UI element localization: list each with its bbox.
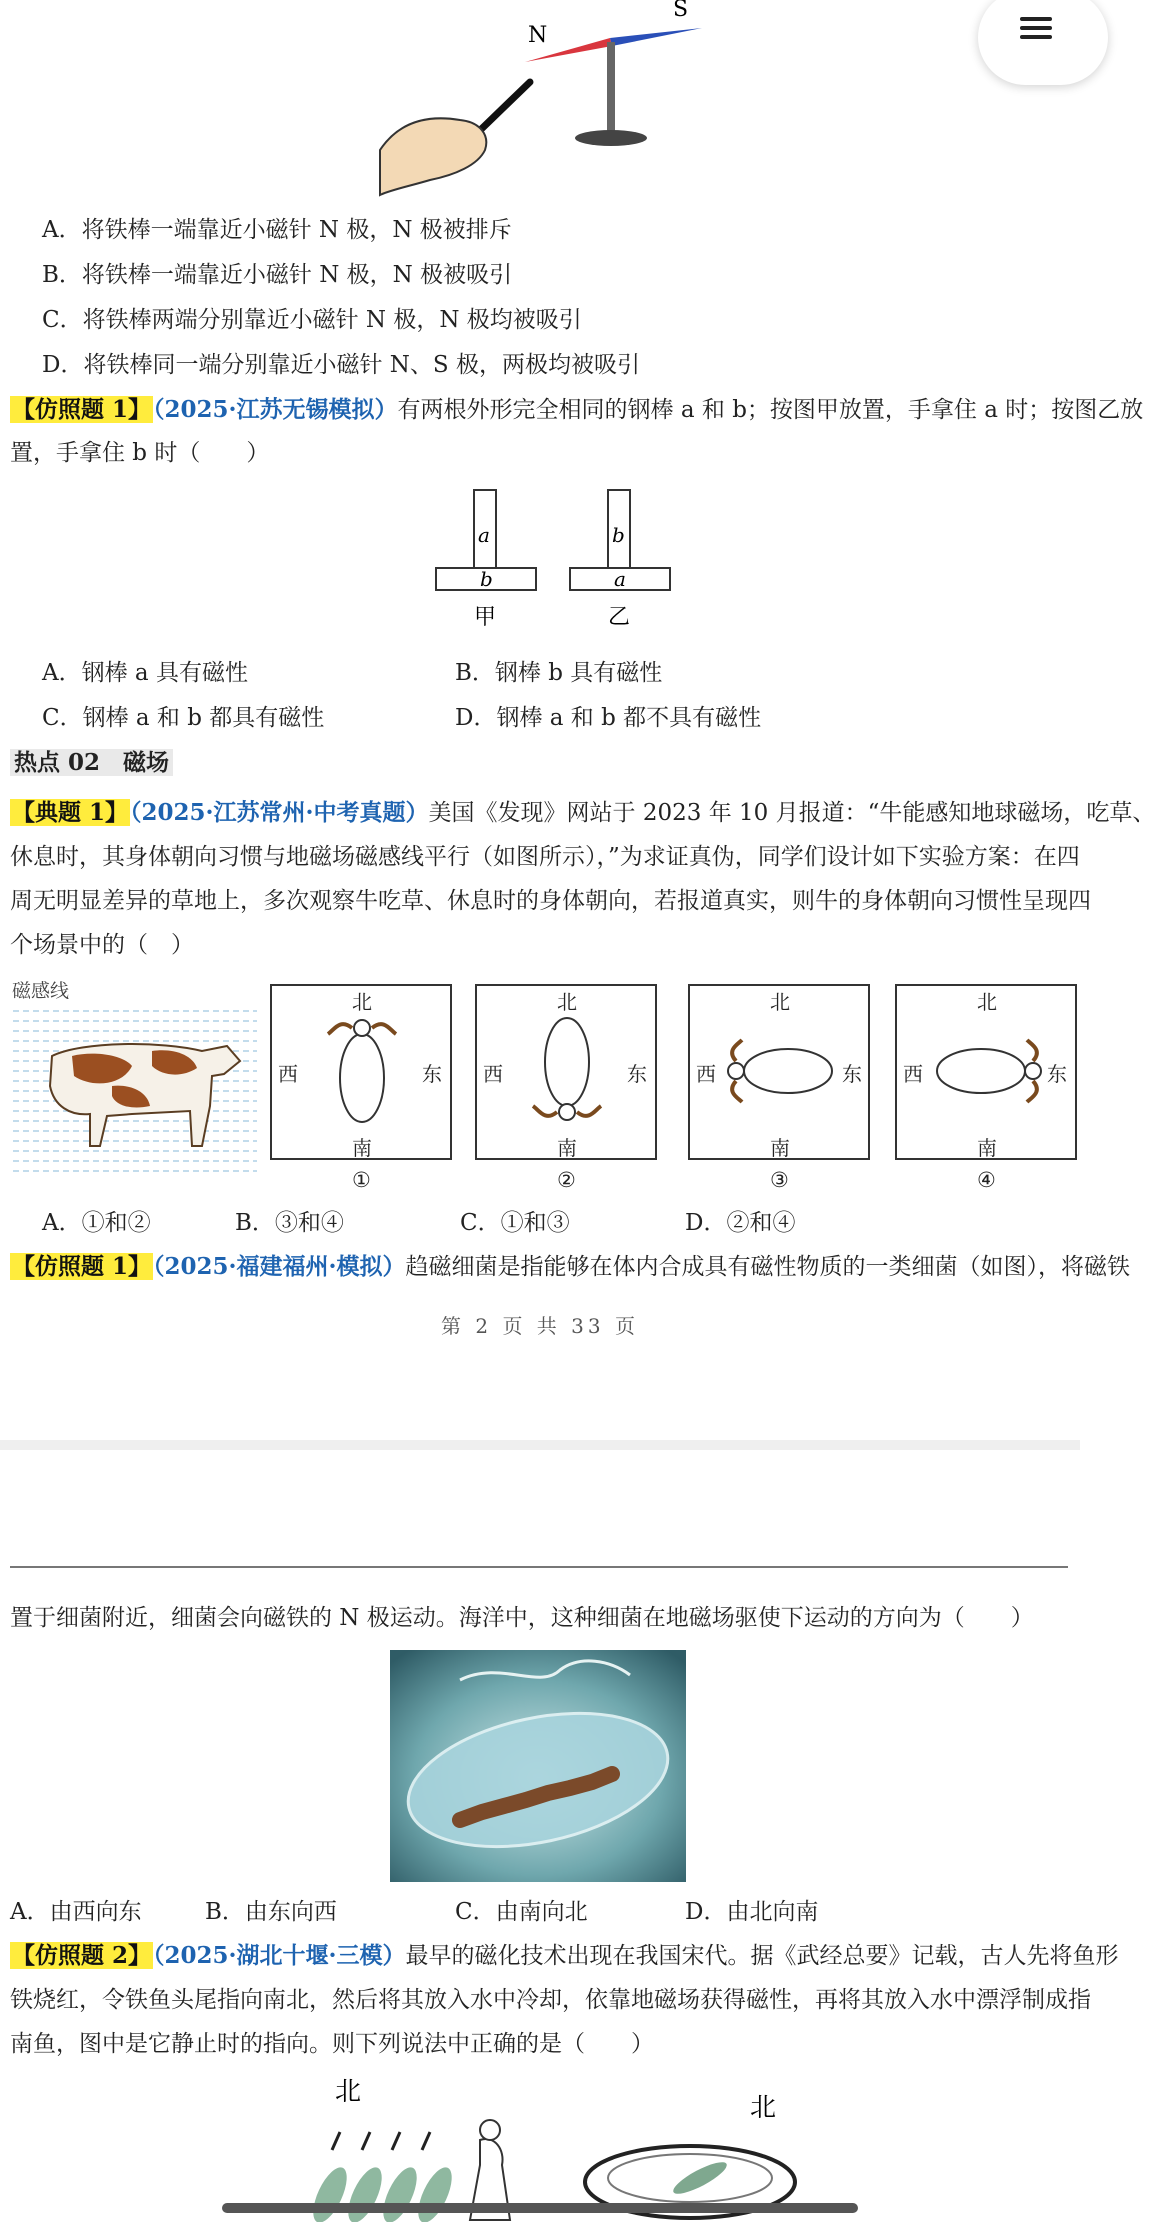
menu-button[interactable] — [978, 0, 1108, 85]
option-d: D．由北向南 — [685, 1899, 819, 1925]
question-text-cont: 置于细菌附近，细菌会向磁铁的 N 极运动。海洋中，这种细菌在地磁场驱使下运动的方向为（ ） — [10, 1605, 1034, 1631]
cow-topview — [923, 1036, 1053, 1106]
dir-south: 南 — [770, 1136, 790, 1160]
scene-box-4 — [895, 984, 1077, 1160]
question-text: 有两根外形完全相同的钢棒 a 和 b；按图甲放置，手拿住 a 时；按图乙放 — [397, 397, 1144, 423]
needle-n-label: N — [528, 23, 548, 48]
rod-label-a: a — [478, 523, 490, 547]
dir-east: 东 — [422, 1062, 442, 1086]
scene-caption: ① — [352, 1168, 371, 1192]
needle-base — [575, 130, 647, 146]
question-text-cont: 休息时，其身体朝向习惯与地磁场磁感线平行（如图所示），”为求证真伪，同学们设计如下实验方案：在四 — [10, 844, 1080, 870]
question-text: 最早的磁化技术出现在我国宋代。据《武经总要》记载，古人先将鱼形 — [405, 1943, 1119, 1969]
rod-label-b2: b — [612, 523, 625, 547]
question-text-cont: 置，手拿住 b 时（ ） — [10, 440, 270, 466]
question-fang2 — [10, 1941, 1119, 1971]
needle-s-half — [610, 28, 702, 46]
dir-south: 南 — [352, 1136, 372, 1160]
fig-label-jia: 甲 — [474, 605, 497, 630]
header-rule — [10, 1566, 1068, 1568]
section-heading — [10, 748, 173, 778]
bacteria-image — [390, 1650, 686, 1882]
option-a: A．由西向东 — [10, 1899, 142, 1925]
option-d: D．将铁棒同一端分别靠近小磁针 N、S 极，两极均被吸引 — [42, 352, 640, 378]
dir-west: 西 — [903, 1062, 923, 1086]
scene-caption: ② — [557, 1168, 576, 1192]
question-source: （2025·江苏无锡模拟） — [153, 396, 398, 423]
question-text-cont: 周无明显差异的草地上，多次观察牛吃草、休息时的身体朝向，若报道真实，则牛的身体朝向习惯性呈现四 — [10, 888, 1091, 914]
option-c: C．将铁棒两端分别靠近小磁针 N 极，N 极均被吸引 — [42, 307, 582, 333]
question-source: （2025·福建福州·模拟） — [153, 1253, 406, 1280]
dir-west: 西 — [696, 1062, 716, 1086]
option-a: A．①和② — [42, 1210, 151, 1236]
option-b: B．钢棒 b 具有磁性 — [455, 660, 663, 686]
scene-caption: ③ — [770, 1168, 789, 1192]
dir-north: 北 — [770, 990, 790, 1014]
horizontal-scrollbar[interactable] — [222, 2203, 858, 2213]
question-tag: 【仿照题 1】 — [12, 396, 152, 423]
option-b: B．由东向西 — [205, 1899, 337, 1925]
option-c: C．①和③ — [460, 1210, 570, 1236]
question-dian1 — [10, 798, 1155, 828]
dir-north: 北 — [352, 990, 372, 1014]
needle-s-label: S — [673, 0, 689, 22]
dir-north: 北 — [977, 990, 997, 1014]
section-title: 磁场 — [123, 749, 170, 776]
option-b: B．③和④ — [235, 1210, 344, 1236]
rod-label-b: b — [480, 567, 493, 591]
fish-compass-figure — [280, 2070, 840, 2222]
dir-west: 西 — [278, 1062, 298, 1086]
cow-topview — [527, 1010, 607, 1130]
cow-figure — [12, 1006, 257, 1172]
question-text: 美国《发现》网站于 2023 年 10 月报道：“牛能感知地球磁场，吃草、 — [428, 800, 1155, 826]
field-line-label: 磁感线 — [12, 980, 70, 1002]
fig-label-yi: 乙 — [608, 605, 631, 630]
dir-south: 南 — [557, 1136, 577, 1160]
dir-north: 北 — [557, 990, 577, 1014]
scene-caption: ④ — [977, 1168, 996, 1192]
dir-east: 东 — [842, 1062, 862, 1086]
north-label: 北 — [335, 2077, 362, 2107]
question-text-cont: 铁烧红，令铁鱼头尾指向南北，然后将其放入水中冷却，依靠地磁场获得磁性，再将其放入水中漂浮制成指 — [10, 1987, 1091, 2013]
option-c: C．钢棒 a 和 b 都具有磁性 — [42, 705, 325, 731]
question-fang1b — [10, 1252, 1130, 1282]
option-c: C．由南向北 — [455, 1899, 588, 1925]
option-d: D．②和④ — [685, 1210, 796, 1236]
question-text: 趋磁细菌是指能够在体内合成具有磁性物质的一类细菌（如图），将磁铁 — [405, 1254, 1131, 1280]
hand — [380, 118, 486, 195]
question-tag: 【仿照题 2】 — [12, 1942, 152, 1969]
scene-box-2 — [475, 984, 657, 1160]
page-separator — [0, 1440, 1080, 1450]
dir-east: 东 — [627, 1062, 647, 1086]
question-tag: 【典题 1】 — [12, 799, 129, 826]
dir-south: 南 — [977, 1136, 997, 1160]
question-text-cont: 个场景中的（ ） — [10, 932, 194, 958]
cow-topview — [716, 1036, 846, 1106]
section-label: 热点 02 — [14, 749, 101, 776]
needle-stand — [607, 42, 615, 134]
question-source: （2025·湖北十堰·三模） — [153, 1942, 406, 1969]
compass-figure — [360, 0, 720, 200]
hamburger-menu-icon — [1020, 12, 1052, 44]
dir-west: 西 — [483, 1062, 503, 1086]
option-a: A．将铁棒一端靠近小磁针 N 极，N 极被排斥 — [42, 217, 512, 243]
cow-topview — [322, 1010, 402, 1130]
north-label: 北 — [750, 2093, 777, 2123]
option-b: B．将铁棒一端靠近小磁针 N 极，N 极被吸引 — [42, 262, 513, 288]
steel-rod-figure — [430, 484, 680, 644]
question-fang1 — [10, 395, 1143, 425]
dir-east: 东 — [1047, 1062, 1067, 1086]
rod-label-a2: a — [614, 567, 626, 591]
scene-box-3 — [688, 984, 870, 1160]
question-text-cont: 南鱼，图中是它静止时的指向。则下列说法中正确的是（ ） — [10, 2031, 654, 2057]
option-d: D．钢棒 a 和 b 都不具有磁性 — [455, 705, 762, 731]
question-tag: 【仿照题 1】 — [12, 1253, 152, 1280]
scene-box-1 — [270, 984, 452, 1160]
question-source: （2025·江苏常州·中考真题） — [130, 799, 429, 826]
page-number: 第 2 页 共 33 页 — [441, 1314, 639, 1338]
option-a: A．钢棒 a 具有磁性 — [42, 660, 248, 686]
